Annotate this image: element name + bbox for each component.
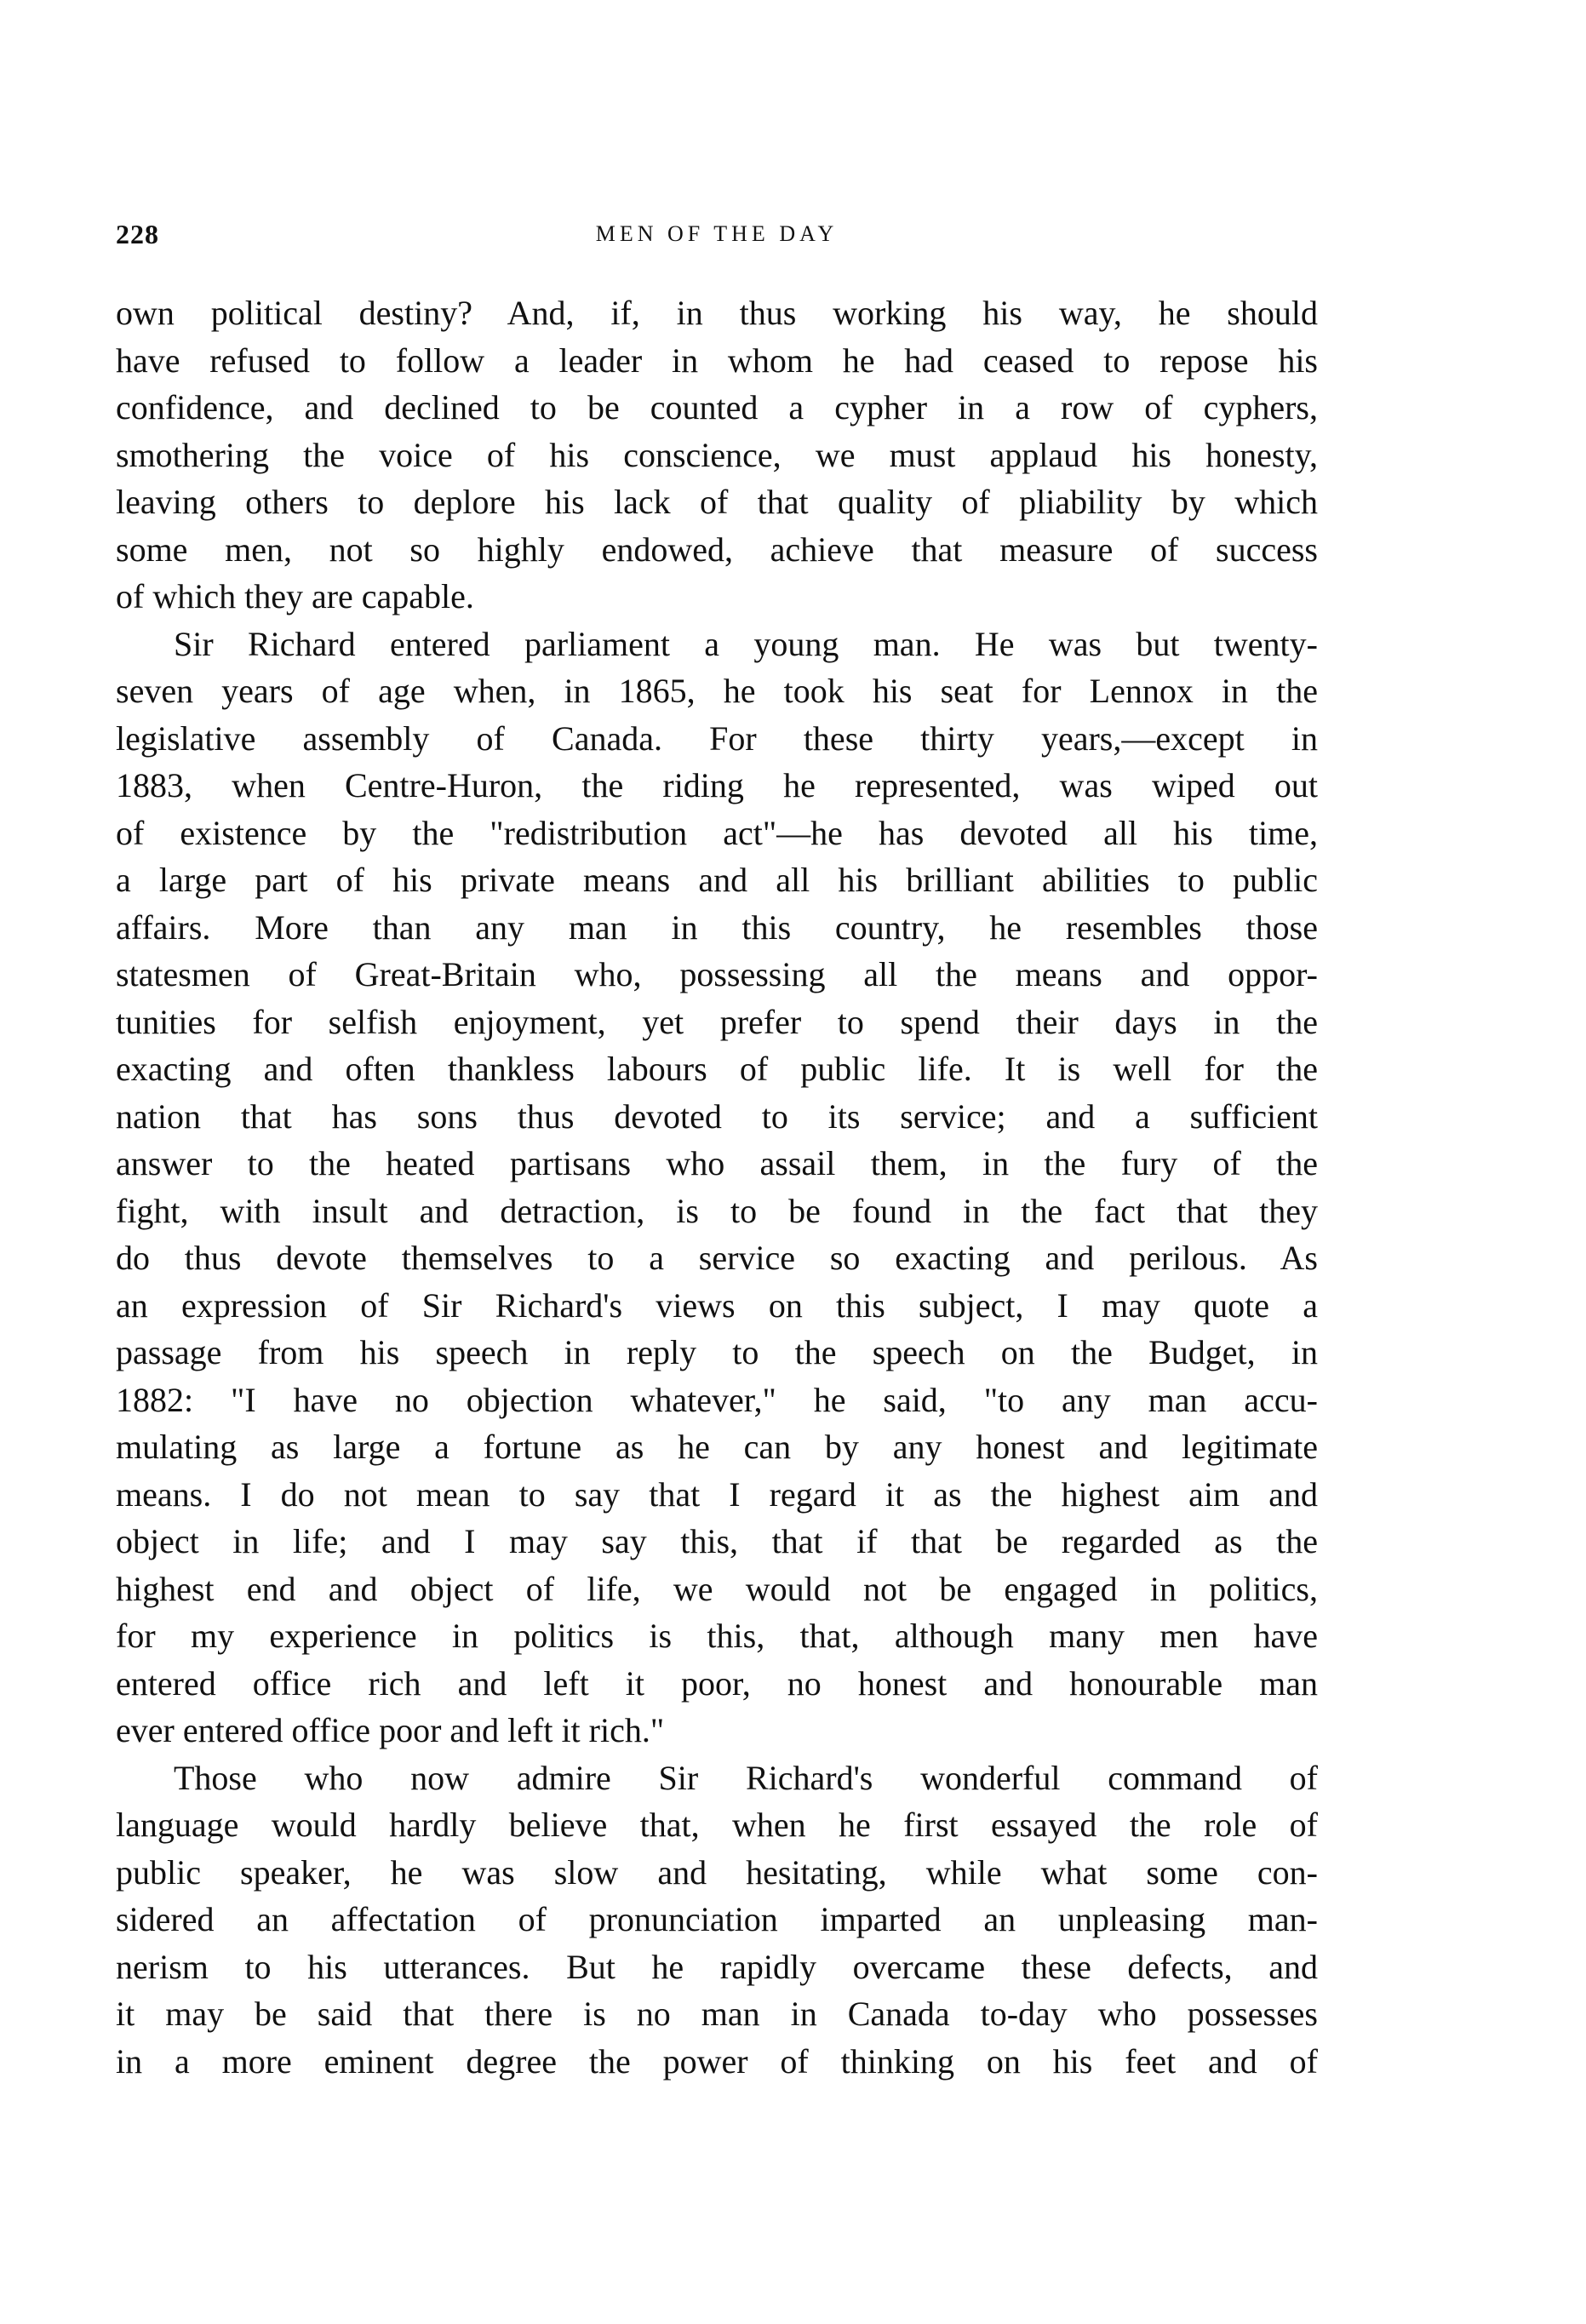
text-line: of existence by the "redistribution act"—he has devoted all his time, (116, 813, 1318, 852)
running-head (116, 213, 1318, 255)
text-line: nation that has sons thus devoted to its service; and a sufficient (116, 1096, 1318, 1136)
text-line: it may be said that there is no man in Canada to-day who possesses (116, 1995, 1318, 2033)
text-line: answer to the heated partisans who assail them, in the fury of the (116, 1144, 1318, 1182)
text-line: object in life; and I may say this, that if that be regarded as the (116, 1522, 1318, 1560)
text-line: Sir Richard entered parliament a young man. He was but twenty- (174, 624, 1318, 663)
text-line: an expression of Sir Richard's views on this subject, I may quote a (116, 1285, 1318, 1325)
text-line: Those who now admire Sir Richard's wonderful command of (174, 1758, 1318, 1797)
text-line: in a more eminent degree the power of thinking on his feet and of (116, 2041, 1318, 2081)
text-line: nerism to his utterances. But he rapidly overcame these defects, and (116, 1947, 1318, 1986)
text-line: sidered an affectation of pronunciation imparted an unpleasing man- (116, 1900, 1318, 1938)
text-line: do thus devote themselves to a service so exacting and perilous. As (116, 1239, 1318, 1277)
text-line: exacting and often thankless labours of public life. It is well for the (116, 1050, 1318, 1088)
text-line: public speaker, he was slow and hesitating, while what some con- (116, 1852, 1318, 1892)
text-line: passage from his speech in reply to the speech on the Budget, in (116, 1333, 1318, 1371)
text-line: mulating as large a fortune as he can by any honest and legitimate (116, 1428, 1318, 1466)
text-line: confidence, and declined to be counted a cypher in a row of cyphers, (116, 388, 1318, 426)
text-line: means. I do not mean to say that I regard it as the highest aim and (116, 1474, 1318, 1514)
text-line: highest end and object of life, we would not be engaged in politics, (116, 1569, 1318, 1608)
text-line: affairs. More than any man in this country, he resembles those (116, 907, 1318, 947)
text-line: own political destiny? And, if, in thus working his way, he should (116, 294, 1318, 332)
text-line: statesmen of Great-Britain who, possessing all the means and oppor- (116, 955, 1318, 993)
text-line: entered office rich and left it poor, no honest and honourable man (116, 1663, 1318, 1703)
text-line: fight, with insult and detraction, is to be found in the fact that they (116, 1191, 1318, 1230)
body-text (116, 289, 1318, 2085)
text-line: tunities for selfish enjoyment, yet prefer to spend their days in the (116, 1002, 1318, 1041)
running-title: MEN OF THE DAY (595, 221, 839, 246)
text-line: legislative assembly of Canada. For these thirty years,—except in (116, 718, 1318, 758)
text-line: of which they are capable. (116, 577, 474, 615)
text-line: 1882: "I have no objection whatever," he said, "to any man accu- (116, 1380, 1318, 1419)
text-line: a large part of his private means and all his brilliant abilities to public (116, 861, 1318, 899)
page-number: 228 (116, 219, 159, 249)
text-line: have refused to follow a leader in whom he had ceased to repose his (116, 341, 1318, 380)
text-line: language would hardly believe that, when he first essayed the role of (116, 1806, 1318, 1844)
text-line: smothering the voice of his conscience, we must applaud his honesty, (116, 435, 1318, 474)
text-line: some men, not so highly endowed, achieve that measure of success (116, 529, 1318, 569)
text-line: ever entered office poor and left it rich." (116, 1711, 665, 1749)
text-line: seven years of age when, in 1865, he took his seat for Lennox in the (116, 672, 1318, 710)
text-line: leaving others to deplore his lack of that quality of pliability by which (116, 483, 1318, 521)
text-line: for my experience in politics is this, that, although many men have (116, 1617, 1318, 1655)
text-line: 1883, when Centre-Huron, the riding he represented, was wiped out (116, 766, 1318, 804)
